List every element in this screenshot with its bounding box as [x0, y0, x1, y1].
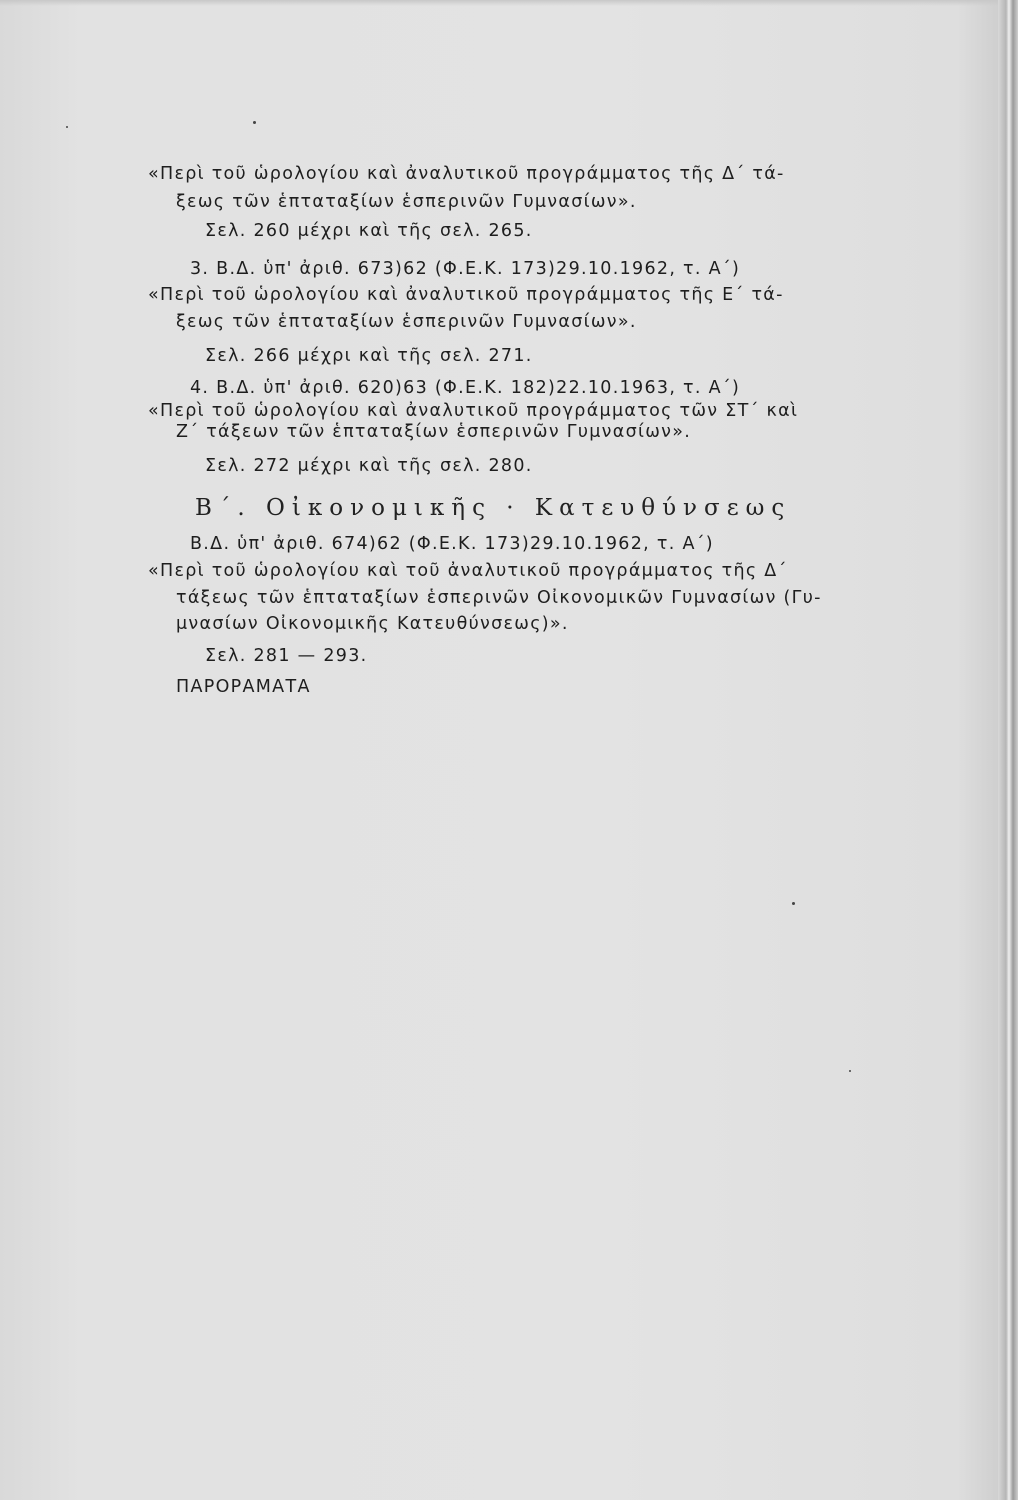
scan-speck [66, 126, 68, 128]
errata-label: ΠΑΡΟΡΑΜΑΤΑ [176, 677, 311, 697]
entry-4-pages: Σελ. 272 μέχρι καὶ τῆς σελ. 280. [205, 456, 533, 476]
scan-speck [253, 121, 256, 124]
entry-1-title-line-2: ξεως τῶν ἑπταταξίων ἑσπερινῶν Γυμνασίων». [176, 192, 637, 212]
entry-4-title-line-1: «Περὶ τοῦ ὡρολογίου καὶ ἀναλυτικοῦ προγράμματος τῶν ΣΤ΄ καὶ [148, 401, 799, 421]
section-entry-title-line-2: τάξεως τῶν ἑπταταξίων ἑσπερινῶν Οἰκονομικῶν Γυμνασίων (Γυ- [176, 588, 822, 608]
entry-3-title-line-2: ξεως τῶν ἑπταταξίων ἑσπερινῶν Γυμνασίων». [176, 312, 637, 332]
entry-3-title-line-1: «Περὶ τοῦ ὡρολογίου καὶ ἀναλυτικοῦ προγράμματος τῆς Ε΄ τά- [148, 285, 784, 305]
section-entry-pages: Σελ. 281 — 293. [205, 646, 368, 666]
entry-4-title-line-2: Ζ΄ τάξεων τῶν ἑπταταξίων ἑσπερινῶν Γυμνασίων». [176, 422, 692, 442]
section-heading: Β΄. Οἰκονομικῆς · Κατευθύνσεως [195, 495, 792, 521]
entry-4-decree: 4. Β.Δ. ὑπ' ἀριθ. 620)63 (Φ.Ε.Κ. 182)22.10.1963, τ. Α΄) [190, 378, 741, 398]
entry-1-pages: Σελ. 260 μέχρι καὶ τῆς σελ. 265. [205, 221, 533, 241]
scan-speck [792, 902, 795, 905]
entry-3-decree: 3. Β.Δ. ὑπ' ἀριθ. 673)62 (Φ.Ε.Κ. 173)29.10.1962, τ. Α΄) [190, 259, 741, 279]
page-top-shadow [0, 0, 1018, 6]
section-entry-title-line-3: μνασίων Οἰκονομικῆς Κατευθύνσεως)». [176, 614, 569, 634]
section-entry-title-line-1: «Περὶ τοῦ ὡρολογίου καὶ τοῦ ἀναλυτικοῦ προγράμματος τῆς Δ΄ [148, 561, 788, 581]
page-edge [998, 0, 1018, 1500]
entry-1-title-line-1: «Περὶ τοῦ ὡρολογίου καὶ ἀναλυτικοῦ προγράμματος τῆς Δ΄ τά- [148, 164, 785, 184]
scan-speck [849, 1070, 851, 1072]
section-entry-decree: Β.Δ. ὑπ' ἀριθ. 674)62 (Φ.Ε.Κ. 173)29.10.1962, τ. Α΄) [190, 534, 714, 554]
entry-3-pages: Σελ. 266 μέχρι καὶ τῆς σελ. 271. [205, 346, 533, 366]
